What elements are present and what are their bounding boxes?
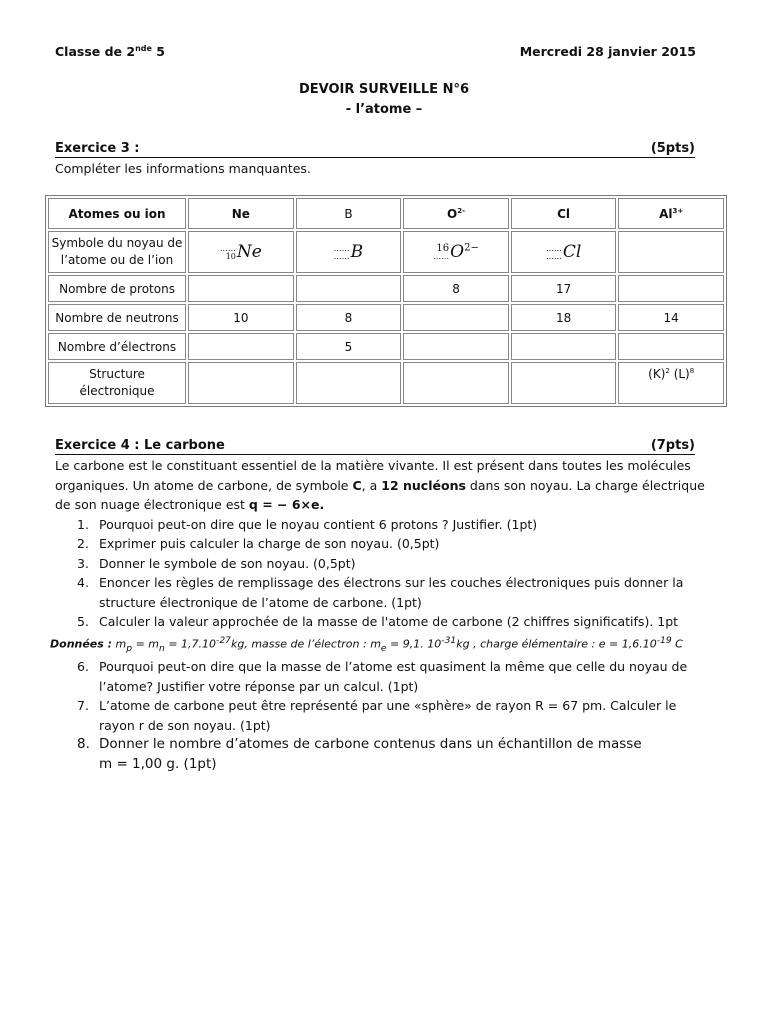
exercise-4-intro: Le carbone est le constituant essentiel de la matière vivante. Il est présent dans toutes les molécules organiques. Un atome de carbone, de symbole C, a 12 nucléons dans son noyau. La charge électrique de son nuage électronique est q = − 6×e. bbox=[55, 458, 705, 512]
atom-table bbox=[45, 195, 727, 407]
exercise-4-heading: Exercice 4 : Le carbone (7pts) bbox=[55, 438, 695, 453]
table-cell bbox=[511, 362, 617, 404]
table-header-cell: Cl bbox=[511, 198, 617, 229]
exercise-3-instruction: Compléter les informations manquantes. bbox=[55, 161, 311, 176]
table-cell bbox=[296, 275, 402, 302]
table-cell: $(K)^2$ $(L)^8$ bbox=[618, 362, 724, 404]
class-label: Classe de 2nde 5 bbox=[55, 44, 165, 60]
table-cell: 8 bbox=[296, 304, 402, 331]
table-cell bbox=[188, 275, 294, 302]
table-header-cell: Atomes ou ion bbox=[48, 198, 186, 229]
table-cell bbox=[403, 304, 509, 331]
table-cell bbox=[403, 362, 509, 404]
table-cell bbox=[188, 333, 294, 360]
table-header-cell: Ne bbox=[188, 198, 294, 229]
symbol-cell-b: …… …… B bbox=[296, 231, 402, 273]
table-cell bbox=[618, 333, 724, 360]
question-item: 2. Exprimer puis calculer la charge de son noyau. (0,5pt) bbox=[77, 536, 440, 551]
table-cell: 10 bbox=[188, 304, 294, 331]
table-cell bbox=[188, 362, 294, 404]
exercise-3-heading: Exercice 3 : (5pts) bbox=[55, 141, 695, 156]
table-cell bbox=[511, 333, 617, 360]
table-cell: 17 bbox=[511, 275, 617, 302]
question-item: 7. L’atome de carbone peut être représenté par une «sphère» de rayon R = 67 pm. Calculer le rayon r de son noyau. (1pt) bbox=[77, 698, 677, 733]
question-item: 6. Pourquoi peut-on dire que la masse de l’atome est quasiment la même que celle du noyau de l’atome? Justifier votre réponse par un calcul. (1pt) bbox=[77, 659, 688, 694]
table-cell: 5 bbox=[296, 333, 402, 360]
data-constants: Données : $m_p = m_n = 1,7.10^{-27}kg$, masse de l’électron : $m_e = 9,1$. $10^{-31}kg$ , charge élémentaire : $e = 1,6.10^{-19}$ C bbox=[50, 634, 683, 654]
symbol-cell-ne: …… 10 Ne bbox=[188, 231, 294, 273]
row-label: Symbole du noyau de l’atome ou de l’ion bbox=[48, 231, 186, 273]
table-cell bbox=[618, 275, 724, 302]
question-item: 8. Donner le nombre d’atomes de carbone contenus dans un échantillon de masse m = 1,00 g. (1pt) bbox=[77, 736, 642, 772]
row-label: Nombre de protons bbox=[48, 275, 186, 302]
table-cell: 14 bbox=[618, 304, 724, 331]
table-cell bbox=[403, 333, 509, 360]
table-cell: 8 bbox=[403, 275, 509, 302]
question-item: 4. Enoncer les règles de remplissage des électrons sur les couches électroniques puis donner la structure électronique de l’atome de carbone. (1pt) bbox=[77, 575, 684, 610]
table-cell bbox=[296, 362, 402, 404]
question-item: 5. Calculer la valeur approchée de la masse de l'atome de carbone (2 chiffres significatifs). 1pt bbox=[77, 614, 679, 629]
row-label: Nombre de neutrons bbox=[48, 304, 186, 331]
row-label: Nombre d’électrons bbox=[48, 333, 186, 360]
table-header-cell: B bbox=[296, 198, 402, 229]
page-title: DEVOIR SURVEILLE N°6 - l’atome – bbox=[298, 82, 470, 117]
exercise-4-body bbox=[50, 456, 715, 774]
question-item: 3. Donner le symbole de son noyau. (0,5pt) bbox=[77, 555, 356, 571]
question-item: 1. Pourquoi peut-on dire que le noyau contient 6 protons ? Justifier. (1pt) bbox=[77, 516, 538, 532]
symbol-cell-o: 16 …… $O^{2-}$ bbox=[403, 231, 509, 273]
table-cell: 18 bbox=[511, 304, 617, 331]
row-label: Structure électronique bbox=[48, 362, 186, 404]
symbol-cell-al bbox=[618, 231, 724, 273]
symbol-cell-cl: …… …… Cl bbox=[511, 231, 617, 273]
table-header-cell: $O^{2-}$ bbox=[403, 198, 509, 229]
table-header-cell: $Al^{3+}$ bbox=[618, 198, 724, 229]
date-label: Mercredi 28 janvier 2015 bbox=[519, 44, 696, 59]
